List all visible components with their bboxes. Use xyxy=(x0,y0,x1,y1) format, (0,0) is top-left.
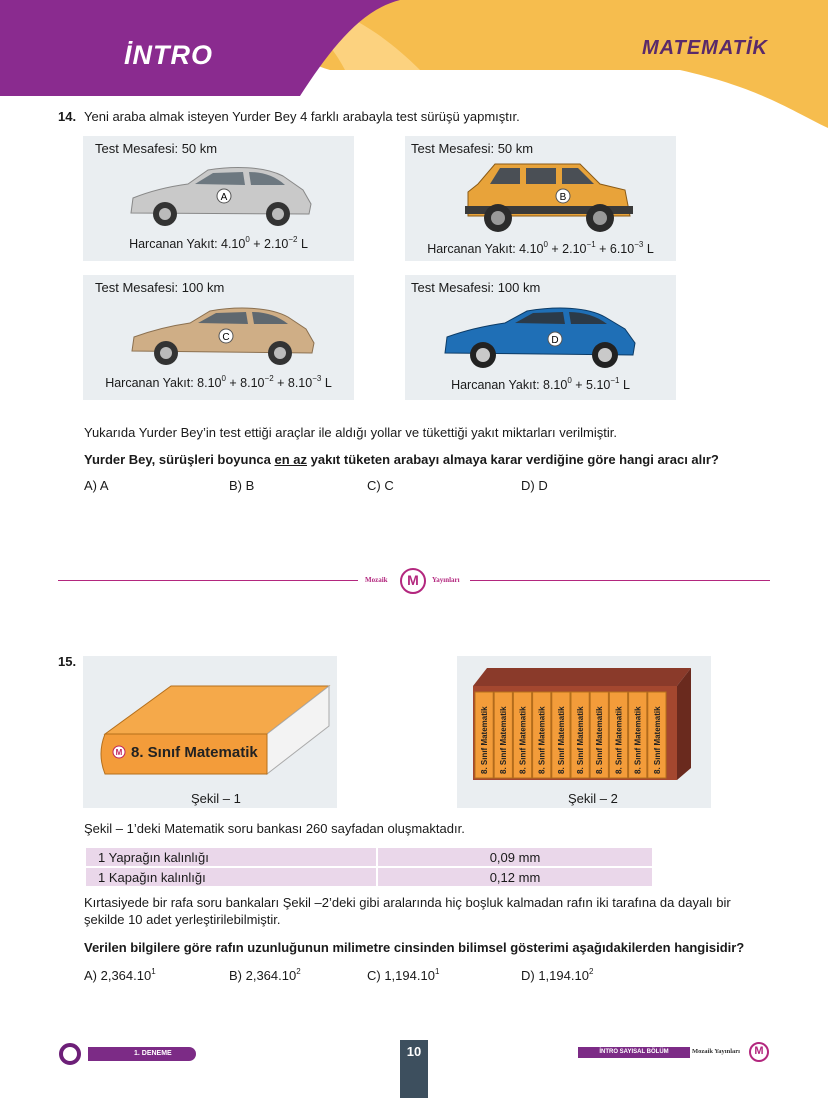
q14-stem: Yeni araba almak isteyen Yurder Bey 4 farklı arabayla test sürüşü yapmıştır. xyxy=(84,109,520,124)
q15-number: 15. xyxy=(58,654,77,669)
footer-publisher: Mozaik Yayınları xyxy=(692,1048,740,1055)
book-spine xyxy=(609,692,627,778)
book-spine xyxy=(533,692,551,778)
svg-text:M: M xyxy=(115,748,123,757)
divider-left xyxy=(58,580,358,581)
svg-text:8. Sınıf Matematik: 8. Sınıf Matematik xyxy=(480,706,489,774)
q14-option-d[interactable]: D) D xyxy=(521,478,548,493)
svg-text:8. Sınıf Matematik: 8. Sınıf Matematik xyxy=(652,706,662,774)
footer-logo-icon: M xyxy=(749,1042,769,1062)
divider-right xyxy=(470,580,770,581)
brand-intro: İNTRO xyxy=(124,40,213,70)
car-panel-c xyxy=(83,275,354,400)
car-a-fuel: Harcanan Yakıt: $4.10^0 + 2.10^{-2}$ L xyxy=(129,235,308,251)
svg-text:8. Sınıf Matematik: 8. Sınıf Matematik xyxy=(595,706,605,774)
q15-question: Verilen bilgilere göre rafın uzunluğunun milimetre cinsinden bilimsel gösterimi aşağıdakilerden hangisidir? xyxy=(84,940,745,955)
book-title: 8. Sınıf Matematik xyxy=(131,744,258,761)
book-spine xyxy=(552,692,570,778)
car-a-icon xyxy=(123,158,313,233)
book-spine xyxy=(494,692,512,778)
q14-question: Yurder Bey, sürüşleri boyunca en az yakıt tüketen arabayı almaya karar verdiğine göre hangi aracı alır? xyxy=(84,452,719,467)
q15-option-a[interactable]: A) 2,364.10$^1$ xyxy=(84,967,156,983)
car-c-icon xyxy=(128,299,318,374)
car-c-fuel: Harcanan Yakıt: $8.10^0 + 8.10^{-2} + 8.10^{-3}$ L xyxy=(105,374,332,390)
publisher-logo: M xyxy=(400,568,426,594)
shelf-icon xyxy=(457,656,711,788)
car-c-label: C xyxy=(222,332,230,343)
q15-option-b[interactable]: B) 2,364.10$^2$ xyxy=(229,967,301,983)
car-d-fuel: Harcanan Yakıt: $8.10^0 + 5.10^{-1}$ L xyxy=(451,376,630,392)
svg-text:8. Sınıf Matematik: 8. Sınıf Matematik xyxy=(499,706,509,774)
q15-stem: Şekil – 1’deki Matematik soru bankası 260 sayfadan oluşmaktadır. xyxy=(84,821,465,836)
car-b-distance: Test Mesafesi: 50 km xyxy=(411,141,534,156)
q15-option-c[interactable]: C) 1,194.10$^1$ xyxy=(367,967,440,983)
book-spine xyxy=(475,692,493,778)
q15-body-line1: Kırtasiyede bir rafa soru bankaları Şekil –2’deki gibi aralarında hiç boşluk kalmadan rafın iki tarafına da dayalı bir xyxy=(84,895,731,910)
svg-text:8. Sınıf Matematik: 8. Sınıf Matematik xyxy=(633,706,643,774)
q14-option-c[interactable]: C) C xyxy=(367,478,394,493)
svg-text:8. Sınıf Matematik: 8. Sınıf Matematik xyxy=(614,706,624,774)
brand-subject: MATEMATİK xyxy=(641,37,768,59)
page-number: 10 xyxy=(400,1040,428,1098)
car-b-fuel: Harcanan Yakıt: $4.10^0 + 2.10^{-1} + 6.10^{-3}$ L xyxy=(427,240,654,256)
figure-2-caption: Şekil – 2 xyxy=(568,791,618,806)
svg-text:8. Sınıf Matematik: 8. Sınıf Matematik xyxy=(576,706,585,774)
footer-exam-label: 1. DENEME xyxy=(88,1047,196,1061)
table-row xyxy=(86,848,652,866)
q14-option-b[interactable]: B) B xyxy=(229,478,255,493)
book-spine xyxy=(571,692,589,778)
figure-1-caption: Şekil – 1 xyxy=(191,791,241,806)
q14-number: 14. xyxy=(58,109,77,124)
car-panel-d xyxy=(405,275,676,400)
svg-text:8. Sınıf Matematik: 8. Sınıf Matematik xyxy=(556,706,566,774)
car-d-icon xyxy=(441,299,641,374)
book-spine xyxy=(590,692,608,778)
table-cell-value: 0,09 mm xyxy=(378,848,652,866)
car-b-label: B xyxy=(559,192,567,203)
footer-ring-icon xyxy=(59,1043,81,1065)
book-spine xyxy=(648,692,666,778)
car-panel-a xyxy=(83,136,354,261)
q14-option-a[interactable]: A) A xyxy=(84,478,109,493)
figure-2 xyxy=(457,656,711,808)
car-a-label: A xyxy=(220,192,228,203)
car-c-distance: Test Mesafesi: 100 km xyxy=(95,280,225,295)
thickness-table xyxy=(84,846,654,888)
svg-text:8. Sınıf Matematik: 8. Sınıf Matematik xyxy=(537,706,547,774)
table-cell-label: 1 Yaprağın kalınlığı xyxy=(86,848,376,866)
car-a-distance: Test Mesafesi: 50 km xyxy=(95,141,218,156)
car-b-icon xyxy=(460,156,640,238)
car-panel-b xyxy=(405,136,676,261)
q14-info: Yukarıda Yurder Bey’in test ettiği araçlar ile aldığı yollar ve tükettiği yakıt miktarları verilmiştir. xyxy=(84,425,617,440)
book-spine xyxy=(629,692,647,778)
q15-option-d[interactable]: D) 1,194.10$^2$ xyxy=(521,967,594,983)
publisher-right: Yayınları xyxy=(432,576,460,584)
publisher-left: Mozaik xyxy=(365,576,388,584)
book-spine xyxy=(513,692,531,778)
svg-text:8. Sınıf Matematik: 8. Sınıf Matematik xyxy=(518,706,528,774)
table-row xyxy=(86,868,652,886)
book-icon xyxy=(83,656,337,786)
table-cell-label: 1 Kapağın kalınlığı xyxy=(86,868,376,886)
table-cell-value: 0,12 mm xyxy=(378,868,652,886)
q15-body-line2: şekilde 10 adet yerleştirilebilmiştir. xyxy=(84,912,281,927)
figure-1 xyxy=(83,656,337,808)
car-d-label: D xyxy=(551,335,559,346)
car-d-distance: Test Mesafesi: 100 km xyxy=(411,280,541,295)
footer-section-label: İNTRO SAYISAL BÖLÜM xyxy=(578,1047,690,1058)
